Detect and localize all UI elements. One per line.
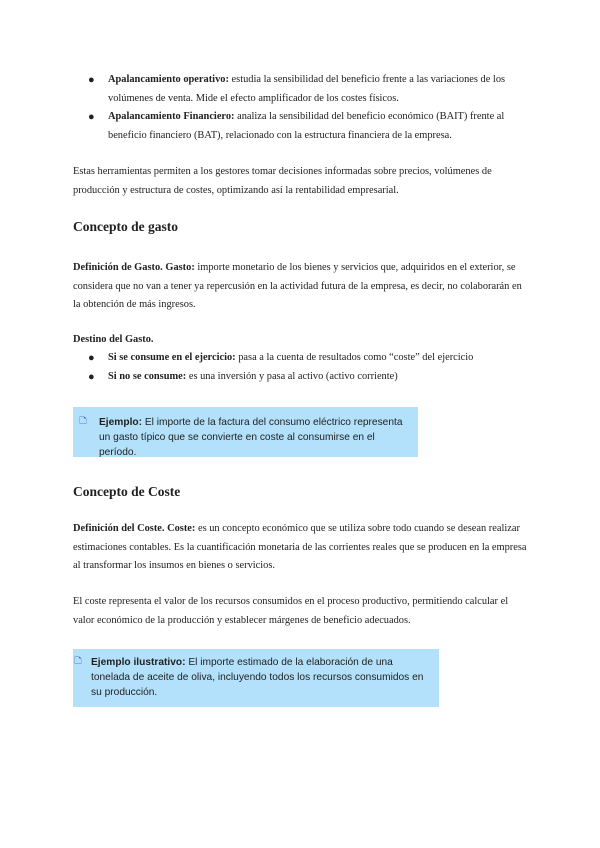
list-item: ● Si se consume en el ejercicio: pasa a la cuenta de resultados como “coste” del ejercicio bbox=[73, 349, 533, 368]
destino-label: Destino del Gasto. bbox=[73, 334, 154, 345]
coste-definition: Definición del Coste. Coste: es un concepto económico que se utiliza sobre todo cuando se desean realizar estimaciones contables. Es la cuantificación monetaria de las corrientes reales que se producen en la empresa al transformar los insumos en bienes o servicios. bbox=[73, 523, 527, 571]
bullet-icon: ● bbox=[88, 74, 95, 86]
coste-example-callout: 🗅 Ejemplo ilustrativo: El importe estimado de la elaboración de una tonelada de aceite de oliva, incluyendo todos los recursos consumidos en su producción. bbox=[73, 649, 439, 707]
gasto-example-callout: 🗅 Ejemplo: El importe de la factura del consumo eléctrico representa un gasto típico que se convierte en coste al consumirse en el período. bbox=[73, 407, 418, 457]
bullet-icon: ● bbox=[88, 370, 95, 383]
list-item: ● Si no se consume: es una inversión y pasa al activo (activo corriente) bbox=[73, 368, 533, 387]
section-heading-gasto: Concepto de gasto bbox=[73, 219, 178, 234]
bullet-icon: ● bbox=[88, 352, 95, 364]
gasto-definition: Definición de Gasto. Gasto: importe monetario de los bienes y servicios que, adquiridos en el exterior, se considera que no van a tener ya repercusión en la actividad futura de la empresa, es decir, no colaborarán en la obtención de más ingresos. bbox=[73, 262, 522, 310]
note-icon: 🗅 bbox=[79, 415, 88, 427]
apalancamiento-list bbox=[73, 71, 533, 145]
coste-paragraph: El coste representa el valor de los recursos consumidos en el proceso productivo, permitiendo calcular el valor económico de la producción y establecer márgenes de beneficio adecuados. bbox=[73, 596, 509, 626]
summary-paragraph: Estas herramientas permiten a los gestores tomar decisiones informadas sobre precios, volúmenes de producción y estructura de costes, optimizando así la rentabilidad empresarial. bbox=[73, 166, 492, 196]
bullet-icon: ● bbox=[88, 111, 95, 123]
section-heading-coste: Concepto de Coste bbox=[73, 484, 181, 499]
note-icon: 🗅 bbox=[74, 655, 83, 667]
list-item: ● Apalancamiento operativo: estudia la sensibilidad del beneficio frente a las variaciones de los volúmenes de venta. Mide el efecto amplificador de los costes físicos. bbox=[73, 71, 533, 108]
list-item: ● Apalancamiento Financiero: analiza la sensibilidad del beneficio económico (BAIT) frente al beneficio financiero (BAT), relacionado con la estructura financiera de la empresa. bbox=[73, 108, 533, 145]
destino-list bbox=[73, 349, 533, 386]
